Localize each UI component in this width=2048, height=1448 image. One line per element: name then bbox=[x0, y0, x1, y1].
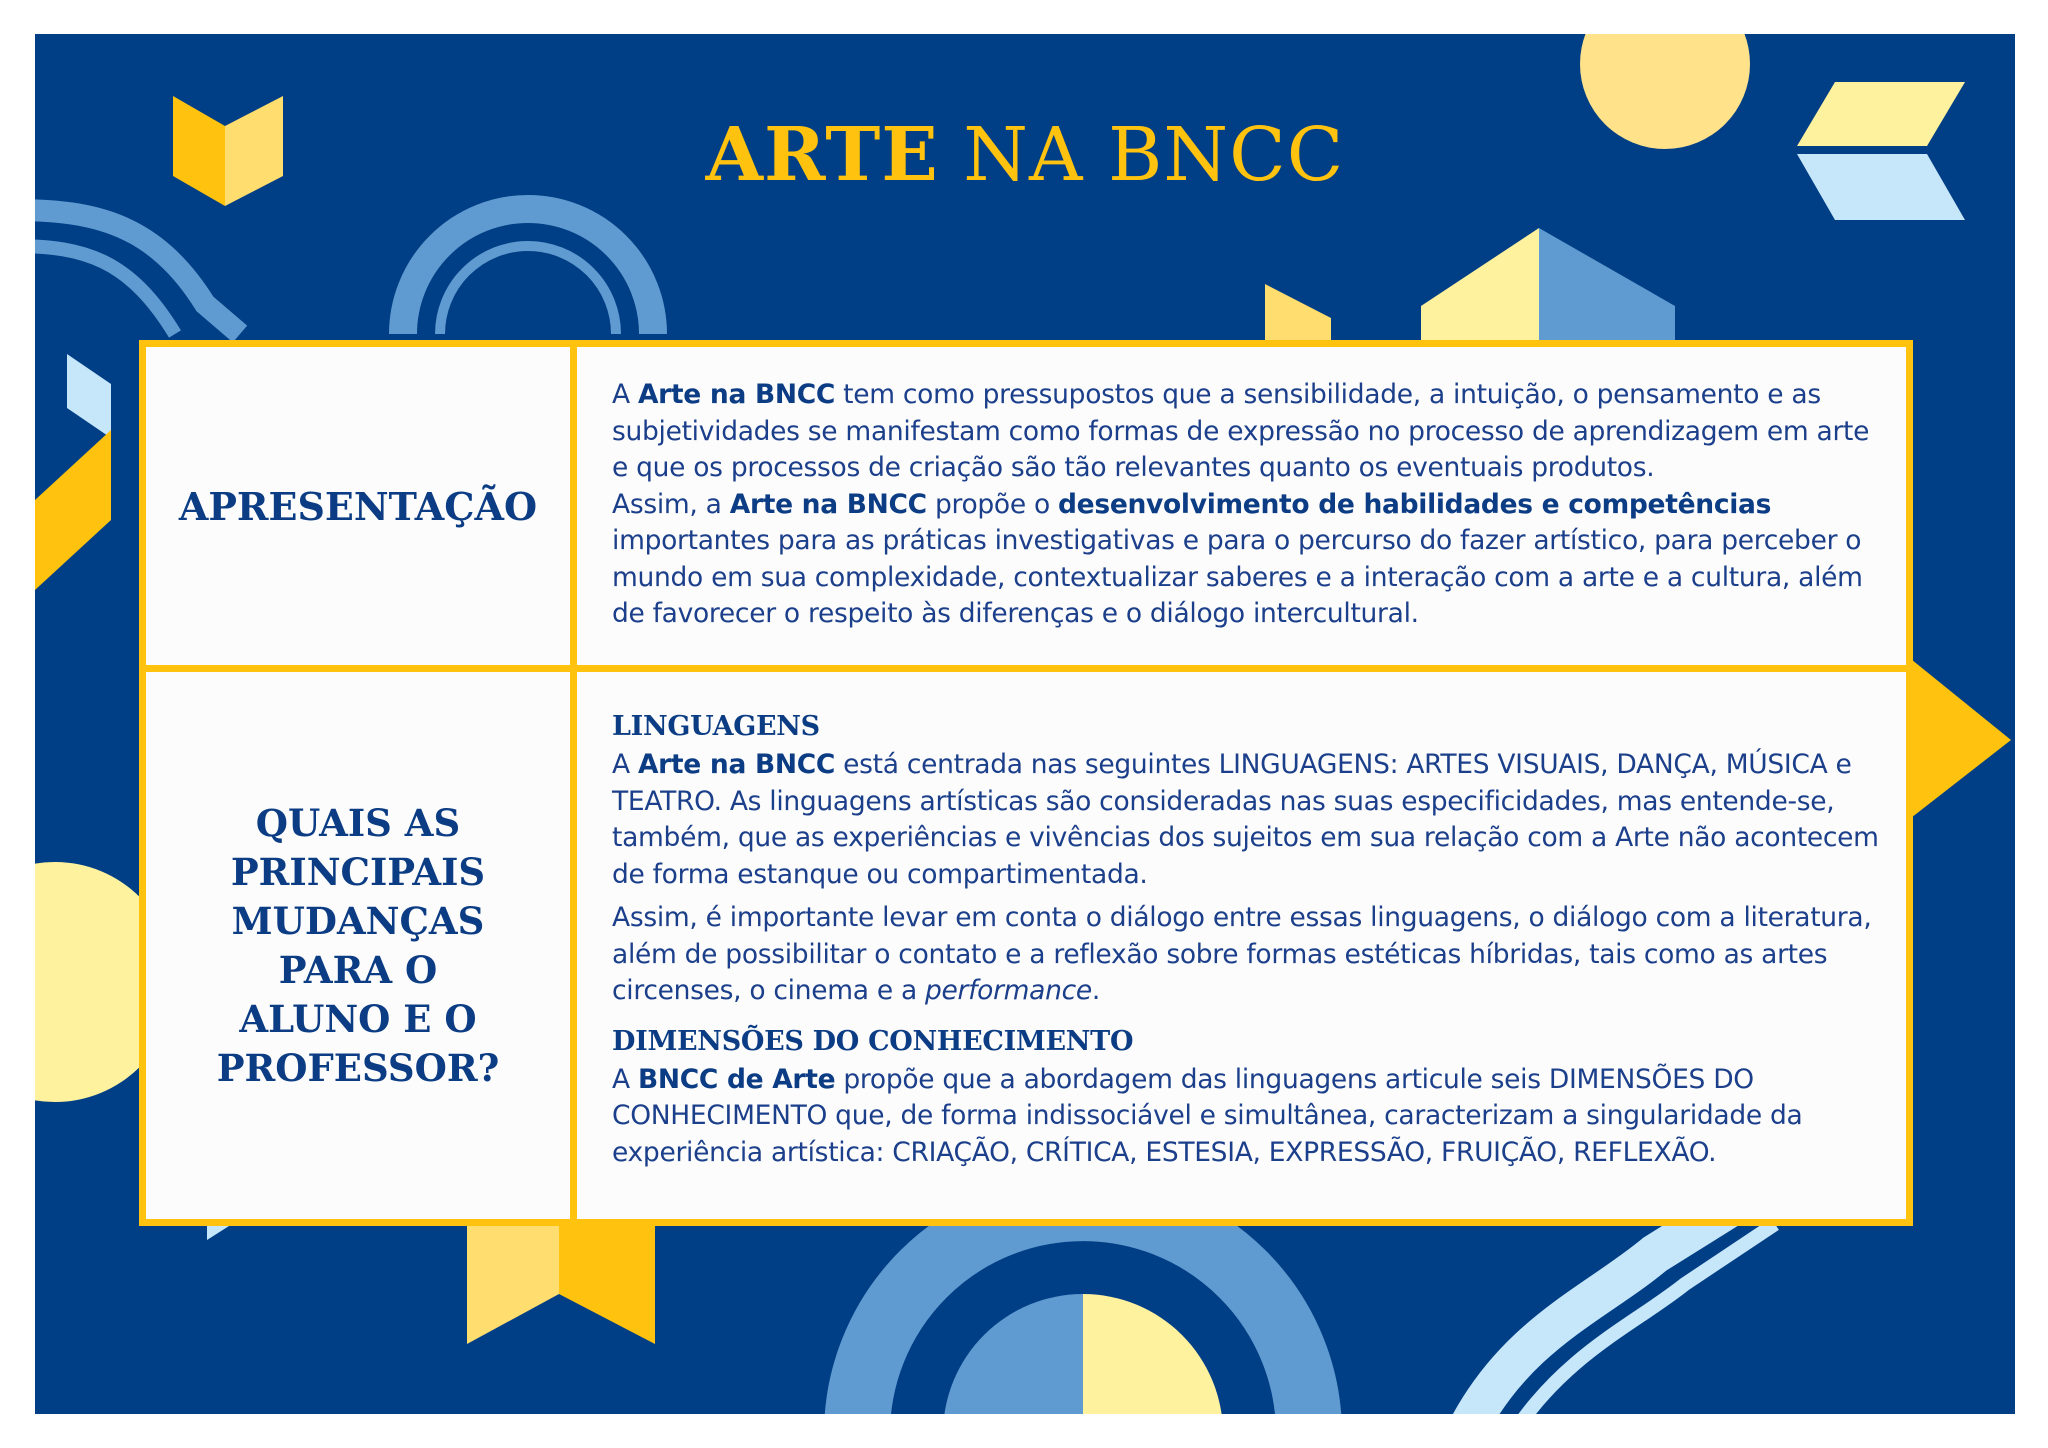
poster bbox=[35, 34, 2015, 1414]
text: A bbox=[612, 379, 638, 410]
subheading-linguagens: LINGUAGENS bbox=[612, 711, 820, 742]
half-circle-yellow bbox=[1083, 1294, 1223, 1414]
paragraph bbox=[612, 487, 1892, 633]
row-label-mudancas bbox=[146, 672, 570, 1219]
yellow-tab-left bbox=[35, 430, 111, 590]
paragraph bbox=[612, 1062, 1892, 1172]
text: está centrada nas seguintes LINGUAGENS: ARTES VISUAIS, DANÇA, MÚSICA e TEATRO. As linguagens artísticas são consideradas nas suas especificidades, mas entende-se, também, que as experiências e vivências dos sujeitos em sua relação com a Arte não acontecem de forma estanque ou compartimentada. bbox=[612, 749, 1879, 890]
page-title bbox=[35, 112, 2015, 198]
bold-text: Arte na BNCC bbox=[637, 379, 836, 410]
text: . bbox=[1091, 975, 1101, 1006]
italic-text: performance bbox=[925, 975, 1092, 1006]
subheading-dimensoes: DIMENSÕES DO CONHECIMENTO bbox=[612, 1025, 1134, 1057]
text: propõe o bbox=[926, 488, 1058, 520]
text: A bbox=[612, 749, 638, 780]
bold-text: Arte na BNCC bbox=[729, 488, 927, 520]
row-content-mudancas bbox=[612, 707, 1892, 1171]
paragraph bbox=[612, 377, 1892, 487]
title-bold: ARTE bbox=[705, 112, 939, 198]
row-content-apresentacao bbox=[612, 377, 1892, 633]
bold-text: desenvolvimento de habilidades e competências bbox=[1058, 488, 1772, 520]
row-label-text: APRESENTAÇÃO bbox=[178, 483, 538, 529]
arc-top-left-inner bbox=[440, 246, 616, 334]
text: propõe que a abordagem das linguagens articule seis DIMENSÕES DO CONHECIMENTO que, de forma indissociável e simultânea, caracterizam a singularidade da experiência artística: CRIAÇÃO, CRÍTICA, ESTESIA, EXPRESSÃO, FRUIÇÃO, REFLEXÃO. bbox=[612, 1063, 1803, 1168]
bold-text: BNCC de Arte bbox=[637, 1063, 836, 1095]
paragraph bbox=[612, 747, 1892, 893]
half-circle-blue bbox=[943, 1294, 1083, 1414]
text: Assim, é importante levar em conta o diálogo entre essas linguagens, o diálogo com a literatura, além de possibilitar o contato e a reflexão sobre formas estéticas híbridas, tais como as artes circenses, o cinema e a bbox=[612, 902, 1872, 1006]
paragraph bbox=[612, 900, 1892, 1010]
text: Assim, a bbox=[612, 488, 730, 520]
wave-stripe-bottom-1 bbox=[1465, 1204, 1735, 1414]
row-label-text: QUAIS AS PRINCIPAIS MUDANÇAS PARA O ALUNO E O PROFESSOR? bbox=[216, 800, 500, 1090]
row-label-apresentacao bbox=[146, 347, 570, 665]
text: importantes para as práticas investigativas e para o percurso do fazer artístico, para perceber o mundo em sua complexidade, contextualizar saberes e a interação com a arte e a cultura, além de favorecer o respeito às diferenças e o diálogo intercultural. bbox=[612, 525, 1863, 629]
text: A bbox=[612, 1063, 638, 1095]
pale-blue-tab-left bbox=[67, 354, 111, 438]
row-divider bbox=[146, 665, 1906, 672]
text: tem como pressupostos que a sensibilidade, a intuição, o pensamento e as subjetividades se manifestam como formas de expressão no processo de aprendizagem em arte e que os processos de criação são tão relevantes quanto os eventuais produtos. bbox=[612, 379, 1870, 483]
info-table bbox=[139, 340, 1913, 1226]
column-divider bbox=[570, 347, 577, 1219]
bold-text: Arte na BNCC bbox=[637, 749, 836, 780]
title-rest: NA BNCC bbox=[963, 112, 1345, 198]
wave-stripe-1 bbox=[35, 210, 240, 334]
